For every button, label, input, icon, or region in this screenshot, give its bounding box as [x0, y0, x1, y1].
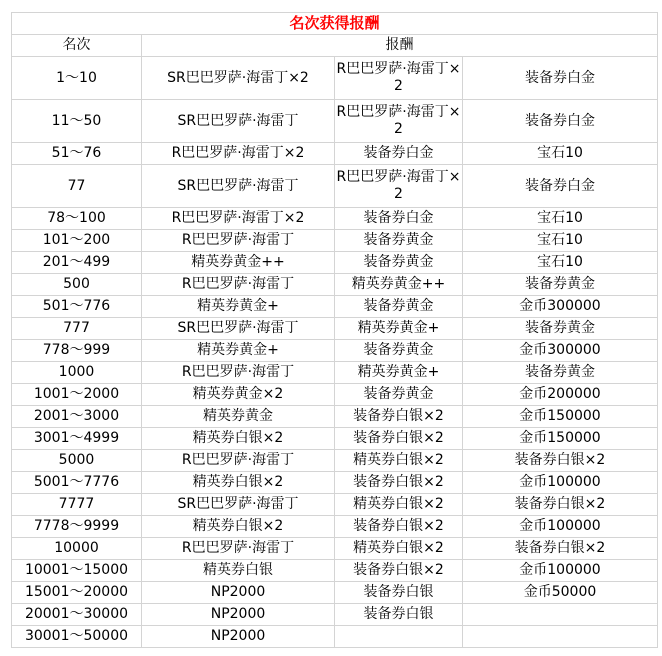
- table-row: [12, 340, 658, 362]
- reward-cell-3: 装备券黄金: [463, 362, 658, 384]
- reward-cell-2: 装备券白银×2: [335, 428, 463, 450]
- reward-cell-1: R巴巴罗萨·海雷丁: [142, 538, 335, 560]
- rank-cell: 11～50: [12, 100, 142, 143]
- reward-cell-3: 装备券白金: [463, 165, 658, 208]
- table-row: [12, 494, 658, 516]
- rank-cell: 7777: [12, 494, 142, 516]
- reward-cell-1: NP2000: [142, 604, 335, 626]
- reward-cell-2: 装备券黄金: [335, 252, 463, 274]
- header-row: [12, 35, 658, 57]
- reward-cell-1: 精英券黄金: [142, 406, 335, 428]
- reward-cell-3: 装备券白金: [463, 57, 658, 100]
- reward-cell-2: 装备券白银: [335, 582, 463, 604]
- table-row: [12, 318, 658, 340]
- table-title: 名次获得报酬: [12, 13, 658, 35]
- reward-cell-1: R巴巴罗萨·海雷丁: [142, 274, 335, 296]
- reward-cell-1: SR巴巴罗萨·海雷丁: [142, 100, 335, 143]
- reward-cell-2: [335, 626, 463, 648]
- reward-cell-3: [463, 626, 658, 648]
- table-row: [12, 296, 658, 318]
- reward-cell-2: 装备券黄金: [335, 230, 463, 252]
- table-row: [12, 100, 658, 143]
- reward-cell-2: 装备券白银×2: [335, 560, 463, 582]
- table-row: [12, 165, 658, 208]
- reward-cell-2: 装备券白金: [335, 143, 463, 165]
- reward-cell-1: 精英券黄金+: [142, 296, 335, 318]
- rank-cell: 101～200: [12, 230, 142, 252]
- reward-cell-1: R巴巴罗萨·海雷丁×2: [142, 143, 335, 165]
- reward-cell-1: 精英券黄金+: [142, 340, 335, 362]
- reward-cell-1: SR巴巴罗萨·海雷丁: [142, 494, 335, 516]
- reward-cell-3: 金币50000: [463, 582, 658, 604]
- reward-cell-1: 精英券白银×2: [142, 428, 335, 450]
- reward-cell-2: 装备券白银×2: [335, 406, 463, 428]
- reward-cell-2: 装备券白银×2: [335, 516, 463, 538]
- rank-cell: 1001～2000: [12, 384, 142, 406]
- rank-header: 名次: [12, 35, 142, 57]
- rank-cell: 1～10: [12, 57, 142, 100]
- reward-cell-1: R巴巴罗萨·海雷丁: [142, 450, 335, 472]
- table-row: [12, 538, 658, 560]
- reward-cell-2: 装备券白银×2: [335, 472, 463, 494]
- table-row: [12, 143, 658, 165]
- reward-cell-2: R巴巴罗萨·海雷丁×2: [335, 57, 463, 100]
- table-row: [12, 516, 658, 538]
- reward-cell-3: 金币100000: [463, 516, 658, 538]
- rank-cell: 1000: [12, 362, 142, 384]
- rank-cell: 201～499: [12, 252, 142, 274]
- reward-cell-2: 装备券黄金: [335, 340, 463, 362]
- reward-cell-2: 精英券黄金++: [335, 274, 463, 296]
- reward-cell-2: 装备券黄金: [335, 384, 463, 406]
- rank-cell: 20001～30000: [12, 604, 142, 626]
- reward-cell-2: 精英券白银×2: [335, 494, 463, 516]
- reward-cell-1: 精英券黄金++: [142, 252, 335, 274]
- table-row: [12, 450, 658, 472]
- reward-cell-2: 精英券白银×2: [335, 538, 463, 560]
- reward-table: [11, 12, 658, 648]
- reward-cell-2: 精英券白银×2: [335, 450, 463, 472]
- rank-cell: 501～776: [12, 296, 142, 318]
- reward-cell-2: 装备券白银: [335, 604, 463, 626]
- reward-cell-1: 精英券黄金×2: [142, 384, 335, 406]
- table-row: [12, 472, 658, 494]
- table-row: [12, 208, 658, 230]
- rank-cell: 78～100: [12, 208, 142, 230]
- reward-cell-1: R巴巴罗萨·海雷丁: [142, 230, 335, 252]
- table-body: [12, 57, 658, 648]
- table-row: [12, 384, 658, 406]
- reward-cell-1: 精英券白银×2: [142, 516, 335, 538]
- reward-cell-3: [463, 604, 658, 626]
- reward-cell-3: 金币300000: [463, 296, 658, 318]
- reward-cell-3: 装备券白金: [463, 100, 658, 143]
- table-row: [12, 274, 658, 296]
- table-row: [12, 626, 658, 648]
- reward-cell-3: 装备券白银×2: [463, 450, 658, 472]
- reward-cell-1: SR巴巴罗萨·海雷丁: [142, 318, 335, 340]
- reward-cell-3: 宝石10: [463, 208, 658, 230]
- reward-cell-3: 宝石10: [463, 252, 658, 274]
- reward-cell-3: 金币100000: [463, 472, 658, 494]
- reward-cell-3: 金币200000: [463, 384, 658, 406]
- reward-cell-3: 金币100000: [463, 560, 658, 582]
- reward-cell-2: 装备券白金: [335, 208, 463, 230]
- reward-cell-3: 宝石10: [463, 143, 658, 165]
- reward-cell-3: 装备券黄金: [463, 318, 658, 340]
- rank-cell: 500: [12, 274, 142, 296]
- rank-cell: 15001～20000: [12, 582, 142, 604]
- rank-cell: 30001～50000: [12, 626, 142, 648]
- table-row: [12, 230, 658, 252]
- table-row: [12, 362, 658, 384]
- reward-cell-1: 精英券白银×2: [142, 472, 335, 494]
- table-row: [12, 604, 658, 626]
- reward-cell-2: R巴巴罗萨·海雷丁×2: [335, 165, 463, 208]
- reward-cell-2: 装备券黄金: [335, 296, 463, 318]
- table-row: [12, 252, 658, 274]
- reward-cell-1: 精英券白银: [142, 560, 335, 582]
- reward-cell-2: 精英券黄金+: [335, 318, 463, 340]
- table-row: [12, 560, 658, 582]
- title-row: [12, 13, 658, 35]
- reward-cell-1: NP2000: [142, 626, 335, 648]
- rank-cell: 7778～9999: [12, 516, 142, 538]
- table-row: [12, 428, 658, 450]
- reward-cell-1: SR巴巴罗萨·海雷丁×2: [142, 57, 335, 100]
- rank-cell: 777: [12, 318, 142, 340]
- reward-cell-1: R巴巴罗萨·海雷丁×2: [142, 208, 335, 230]
- reward-cell-3: 宝石10: [463, 230, 658, 252]
- rank-cell: 77: [12, 165, 142, 208]
- reward-cell-3: 装备券黄金: [463, 274, 658, 296]
- rank-cell: 5000: [12, 450, 142, 472]
- reward-cell-2: R巴巴罗萨·海雷丁×2: [335, 100, 463, 143]
- rank-cell: 3001～4999: [12, 428, 142, 450]
- table-row: [12, 582, 658, 604]
- rank-cell: 51～76: [12, 143, 142, 165]
- reward-cell-1: NP2000: [142, 582, 335, 604]
- reward-cell-3: 装备券白银×2: [463, 538, 658, 560]
- rank-cell: 10001～15000: [12, 560, 142, 582]
- rank-cell: 10000: [12, 538, 142, 560]
- reward-cell-1: R巴巴罗萨·海雷丁: [142, 362, 335, 384]
- reward-cell-3: 金币150000: [463, 406, 658, 428]
- rank-cell: 5001～7776: [12, 472, 142, 494]
- rank-cell: 778～999: [12, 340, 142, 362]
- reward-cell-3: 金币300000: [463, 340, 658, 362]
- table-row: [12, 406, 658, 428]
- rank-cell: 2001～3000: [12, 406, 142, 428]
- reward-cell-1: SR巴巴罗萨·海雷丁: [142, 165, 335, 208]
- reward-cell-2: 精英券黄金+: [335, 362, 463, 384]
- reward-header: 报酬: [142, 35, 658, 57]
- reward-cell-3: 金币150000: [463, 428, 658, 450]
- table-row: [12, 57, 658, 100]
- reward-cell-3: 装备券白银×2: [463, 494, 658, 516]
